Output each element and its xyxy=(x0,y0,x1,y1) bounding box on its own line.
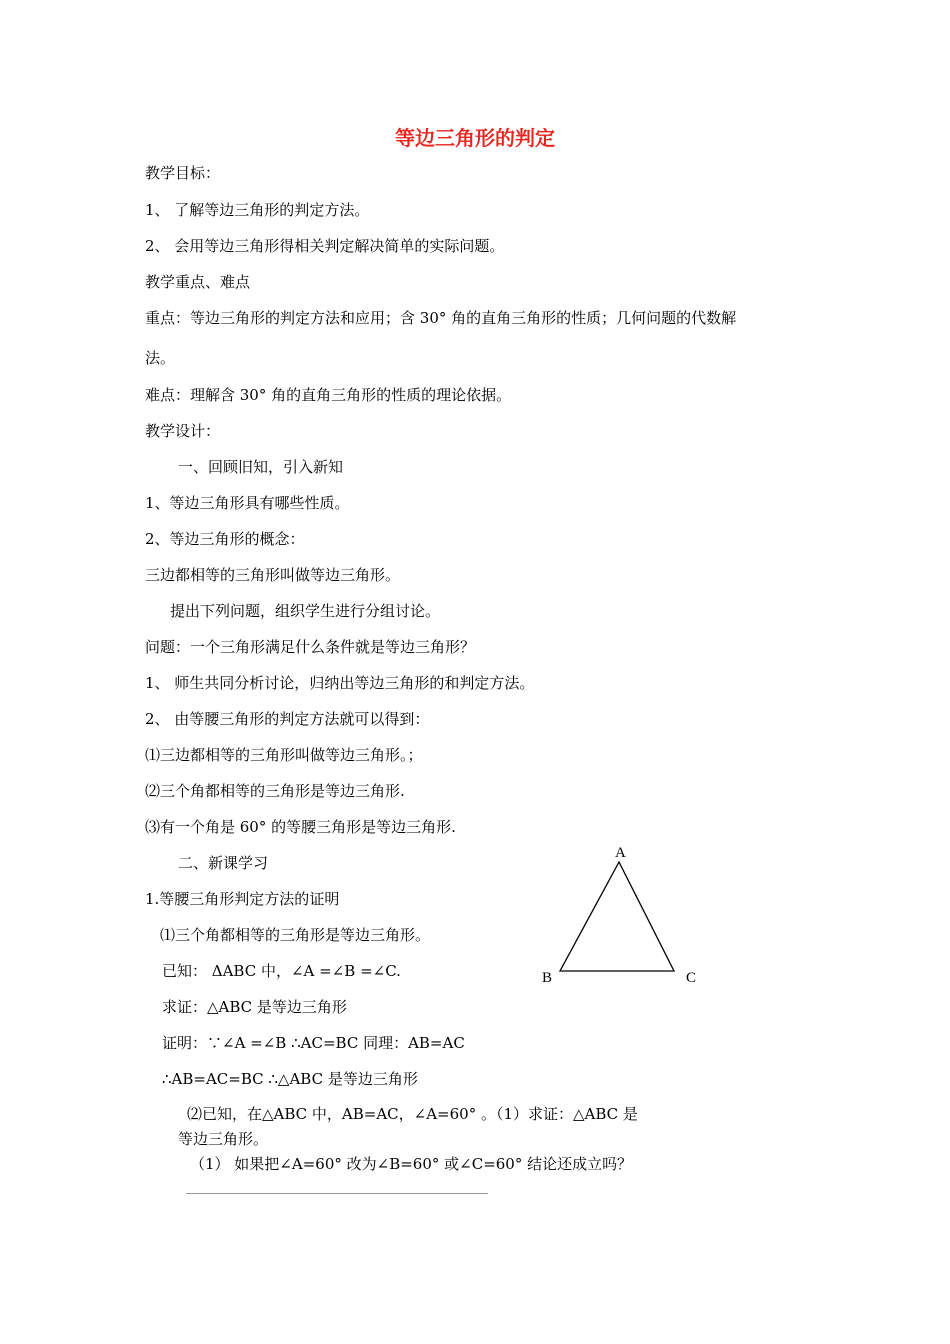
text-line: 2、等边三角形的概念： xyxy=(145,530,305,548)
text-line: 教学重点、难点 xyxy=(145,273,251,291)
text-line: 1、 师生共同分析讨论，归纳出等边三角形的和判定方法。 xyxy=(145,674,535,692)
text-line: ∴AB=AC=BC ∴△ABC 是等边三角形 xyxy=(162,1070,418,1088)
triangle-abc xyxy=(560,862,674,971)
text-line: 难点：理解含 30° 角的直角三角形的性质的理论依据。 xyxy=(145,386,512,404)
text-line: ⑶有一个角是 60° 的等腰三角形是等边三角形. xyxy=(145,818,456,836)
text-line: 等边三角形。 xyxy=(178,1130,269,1148)
triangle-diagram xyxy=(535,840,715,990)
text-line: 已知： ΔABC 中，∠A =∠B =∠C. xyxy=(162,962,401,980)
text-line: 提出下列问题，组织学生进行分组讨论。 xyxy=(170,602,441,620)
text-line: 三边都相等的三角形叫做等边三角形。 xyxy=(145,566,401,584)
text-line: 法。 xyxy=(145,349,176,367)
document-title: 等边三角形的判定 xyxy=(395,126,555,150)
text-line: ⑵三个角都相等的三角形是等边三角形. xyxy=(145,782,405,800)
text-line: 问题：一个三角形满足什么条件就是等边三角形？ xyxy=(145,638,476,656)
text-line: 1.等腰三角形判定方法的证明 xyxy=(145,890,340,908)
text-line: 证明：∵∠A =∠B ∴AC=BC 同理：AB=AC xyxy=(162,1034,465,1052)
text-line: 1、等边三角形具有哪些性质。 xyxy=(145,494,350,512)
text-line: 2、 会用等边三角形得相关判定解决简单的实际问题。 xyxy=(145,237,505,255)
text-line: 1、 了解等边三角形的判定方法。 xyxy=(145,201,370,219)
text-line: ⑴三个角都相等的三角形是等边三角形。 xyxy=(160,926,431,944)
answer-blank-line xyxy=(186,1193,488,1194)
section-heading: 二、新课学习 xyxy=(178,854,269,872)
text-line: 教学目标： xyxy=(145,164,221,182)
text-line: 重点：等边三角形的判定方法和应用；含 30° 角的直角三角形的性质；几何问题的代数解 xyxy=(145,309,737,327)
text-line: 求证：△ABC 是等边三角形 xyxy=(162,998,347,1016)
text-line: 教学设计： xyxy=(145,422,221,440)
vertex-label-a: A xyxy=(615,845,626,861)
vertex-label-c: C xyxy=(686,970,697,986)
text-line: （1） 如果把∠A=60° 改为∠B=60° 或∠C=60° 结论还成立吗？ xyxy=(190,1155,633,1173)
triangle-figure xyxy=(535,840,715,990)
text-line: ⑴三边都相等的三角形叫做等边三角形。； xyxy=(145,746,423,764)
vertex-label-b: B xyxy=(542,970,553,986)
text-line: ⑵已知，在△ABC 中，AB=AC，∠A=60° 。（1）求证：△ABC 是 xyxy=(187,1105,638,1123)
section-heading: 一、回顾旧知，引入新知 xyxy=(178,458,344,476)
text-line: 2、 由等腰三角形的判定方法就可以得到： xyxy=(145,710,430,728)
